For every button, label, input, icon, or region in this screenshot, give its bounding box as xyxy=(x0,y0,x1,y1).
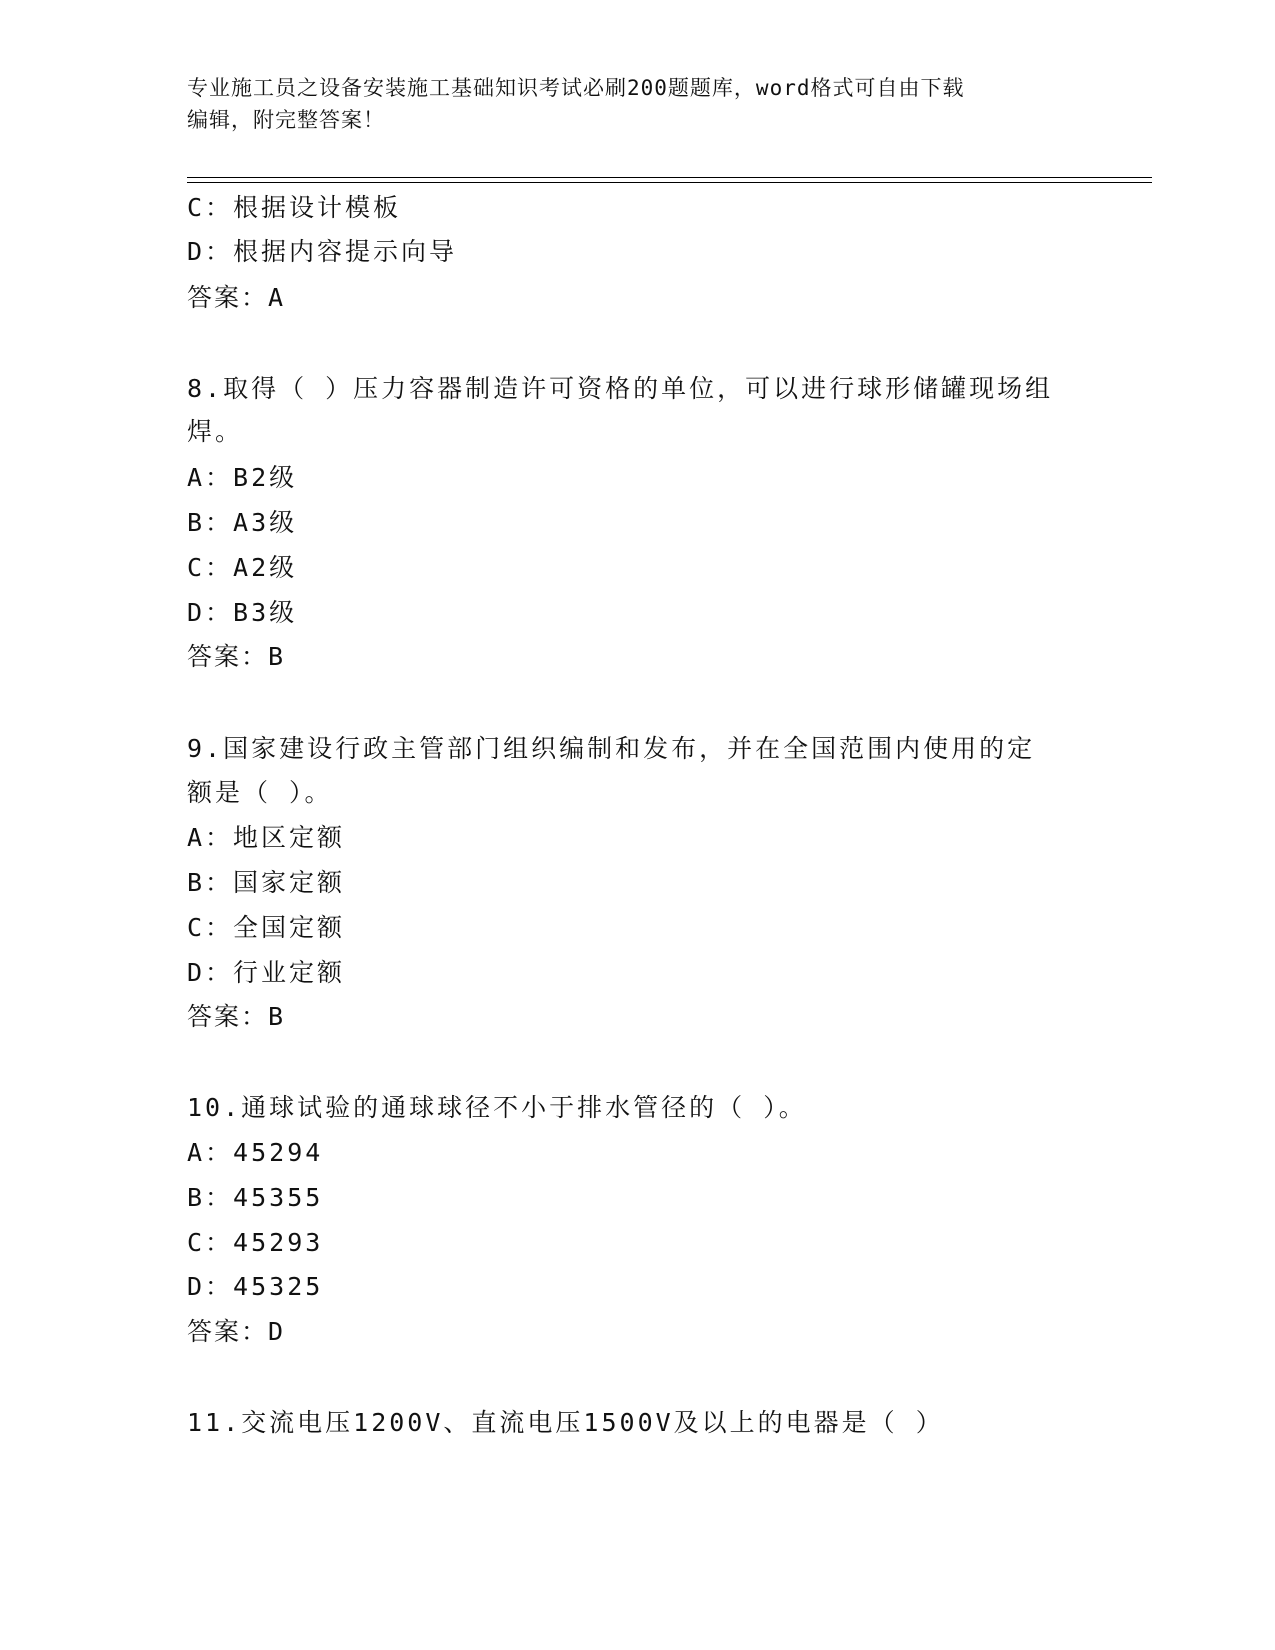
q8-option-d: D：B3级 xyxy=(187,598,298,627)
header-title-line-2: 编辑，附完整答案！ xyxy=(187,108,385,132)
q10-stem-line-1: 10.通球试验的通球球径不小于排水管径的（ ）。 xyxy=(187,1093,807,1122)
q9-stem-line-2: 额是（ ）。 xyxy=(187,778,333,807)
q9-option-a: A：地区定额 xyxy=(187,823,346,852)
q10-option-b: B：45355 xyxy=(187,1183,324,1212)
q9-option-d: D：行业定额 xyxy=(187,958,346,987)
q10-option-a: A：45294 xyxy=(187,1138,324,1167)
q9-option-c: C：全国定额 xyxy=(187,913,346,942)
q10-answer: 答案：D xyxy=(187,1317,286,1346)
header-title-line-1: 专业施工员之设备安装施工基础知识考试必刷200题题库，word格式可自由下载 xyxy=(187,76,965,100)
q7-answer: 答案：A xyxy=(187,283,286,312)
q9-stem-line-1: 9.国家建设行政主管部门组织编制和发布，并在全国范围内使用的定 xyxy=(187,734,1036,763)
q10-option-d: D：45325 xyxy=(187,1272,324,1301)
header-divider-bottom xyxy=(187,182,1152,183)
q10-option-c: C：45293 xyxy=(187,1228,324,1257)
document-header xyxy=(187,72,1067,136)
q7-option-c: C：根据设计模板 xyxy=(187,193,402,222)
q8-option-a: A：B2级 xyxy=(187,463,298,492)
header-divider-top xyxy=(187,177,1152,178)
q8-option-c: C：A2级 xyxy=(187,553,298,582)
q9-option-b: B：国家定额 xyxy=(187,868,346,897)
q8-option-b: B：A3级 xyxy=(187,508,298,537)
q9-answer: 答案：B xyxy=(187,1002,286,1031)
q8-stem-line-1: 8.取得（ ）压力容器制造许可资格的单位，可以进行球形储罐现场组 xyxy=(187,374,1054,403)
q7-option-d: D：根据内容提示向导 xyxy=(187,237,458,266)
q8-answer: 答案：B xyxy=(187,642,286,671)
q8-stem-line-2: 焊。 xyxy=(187,417,244,446)
q11-stem-line-1: 11.交流电压1200V、直流电压1500V及以上的电器是（ ） xyxy=(187,1408,944,1437)
